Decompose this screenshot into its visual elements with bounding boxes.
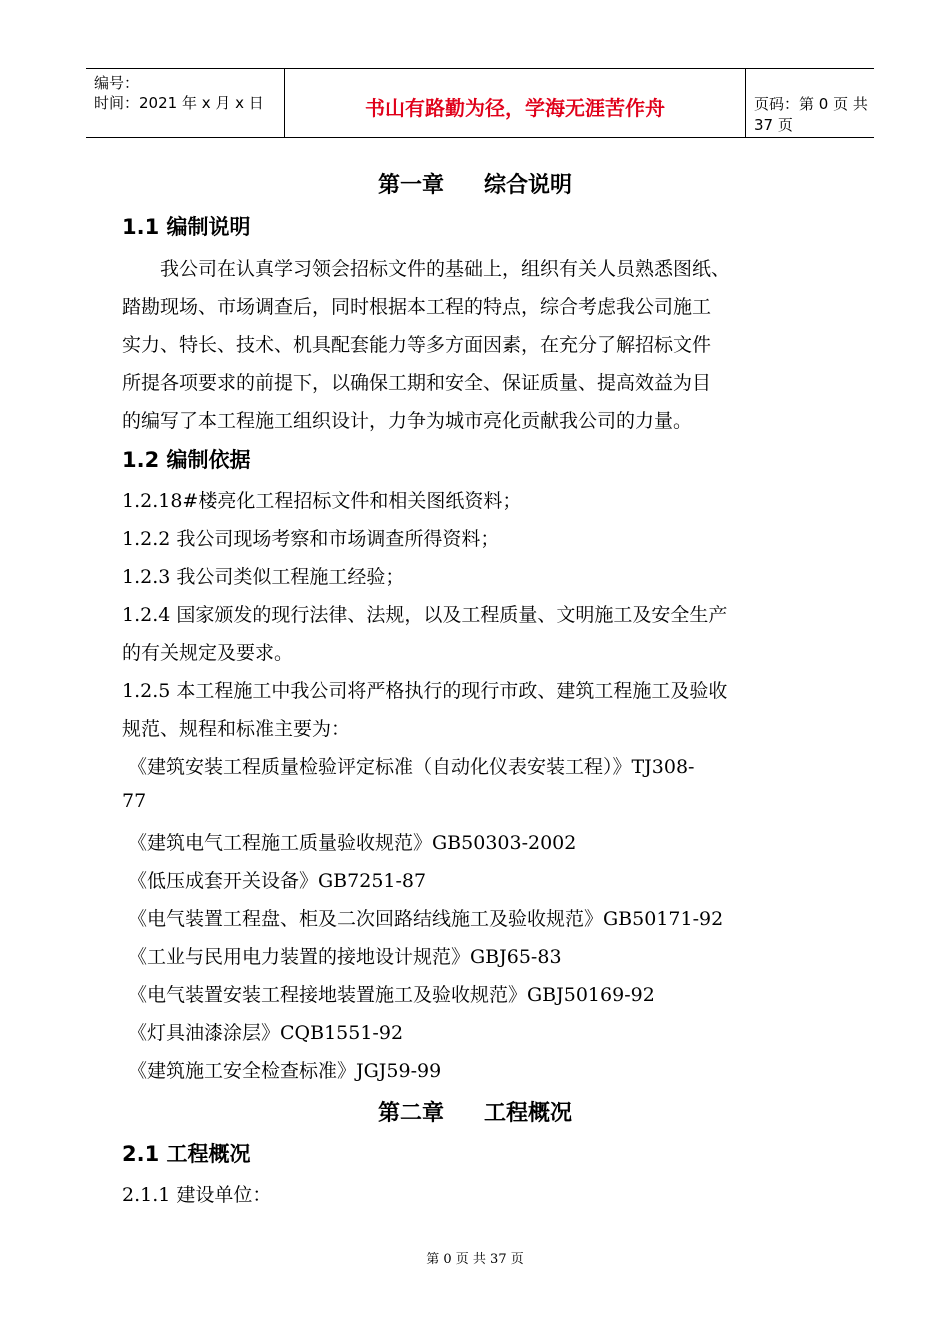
standard-item: 《电气装置安装工程接地装置施工及验收规范》GBJ50169-92 — [128, 984, 655, 1006]
basis-line: 规范、规程和标准主要为： — [122, 718, 351, 740]
paragraph-line: 实力、特长、技术、机具配套能力等多方面因素，在充分了解招标文件 — [122, 334, 712, 356]
page-header — [86, 68, 874, 138]
header-meta-cell — [86, 69, 284, 137]
slogan: 书山有路勤为径，学海无涯苦作舟 — [365, 96, 665, 120]
section-1-2-title: 1.2 编制依据 — [122, 448, 251, 472]
standard-item: 《建筑施工安全检查标准》JGJ59-99 — [128, 1060, 442, 1082]
basis-line: 1.2.3 我公司类似工程施工经验； — [122, 566, 405, 588]
section-2-1-title: 2.1 工程概况 — [122, 1142, 251, 1166]
paragraph-line: 所提各项要求的前提下，以确保工期和安全、保证质量、提高效益为目 — [122, 372, 712, 394]
section-1-1-title: 1.1 编制说明 — [122, 215, 251, 239]
chapter-2-number: 第二章 — [377, 1101, 444, 1126]
basis-line: 的有关规定及要求。 — [122, 642, 294, 664]
overview-line: 2.1.1 建设单位： — [122, 1184, 272, 1206]
page-footer: 第 0 页 共 37 页 — [426, 1252, 524, 1267]
standard-item: 《电气装置工程盘、柜及二次回路结线施工及验收规范》GB50171-92 — [128, 908, 724, 930]
standard-item: 《低压成套开关设备》GB7251-87 — [128, 870, 427, 892]
page-label: 页码：第 0 页 共 37 页 — [754, 95, 868, 134]
standard-item: 《工业与民用电力装置的接地设计规范》GBJ65-83 — [128, 946, 562, 968]
chapter-1-number: 第一章 — [377, 173, 444, 198]
basis-line: 1.2.18#楼亮化工程招标文件和相关图纸资料； — [122, 490, 522, 512]
paragraph-line: 踏勘现场、市场调查后，同时根据本工程的特点，综合考虑我公司施工 — [122, 296, 712, 318]
standard-item: 《建筑安装工程质量检验评定标准（自动化仪表安装工程）》TJ308- — [128, 756, 695, 778]
standard-item: 《建筑电气工程施工质量验收规范》GB50303-2002 — [128, 832, 577, 854]
chapter-1-title: 综合说明 — [484, 173, 573, 198]
paragraph-line: 的编写了本工程施工组织设计，力争为城市亮化贡献我公司的力量。 — [122, 410, 693, 432]
basis-line: 1.2.5 本工程施工中我公司将严格执行的现行市政、建筑工程施工及验收 — [122, 680, 728, 702]
header-page-cell — [746, 69, 874, 137]
paragraph-line: 我公司在认真学习领会招标文件的基础上，组织有关人员熟悉图纸、 — [160, 258, 731, 280]
standard-item: 《灯具油漆涂层》CQB1551-92 — [128, 1022, 404, 1044]
basis-line: 1.2.2 我公司现场考察和市场调查所得资料； — [122, 528, 500, 550]
chapter-1-heading — [0, 168, 950, 199]
standard-item-continuation: 77 — [122, 790, 147, 812]
time-label: 时间：2021 年 x 月 x 日 — [94, 94, 264, 112]
basis-line: 1.2.4 国家颁发的现行法律、法规，以及工程质量、文明施工及安全生产 — [122, 604, 728, 626]
chapter-2-title: 工程概况 — [484, 1101, 573, 1126]
chapter-2-heading — [0, 1096, 950, 1127]
number-label: 编号： — [94, 74, 140, 92]
header-slogan-cell — [284, 69, 746, 137]
